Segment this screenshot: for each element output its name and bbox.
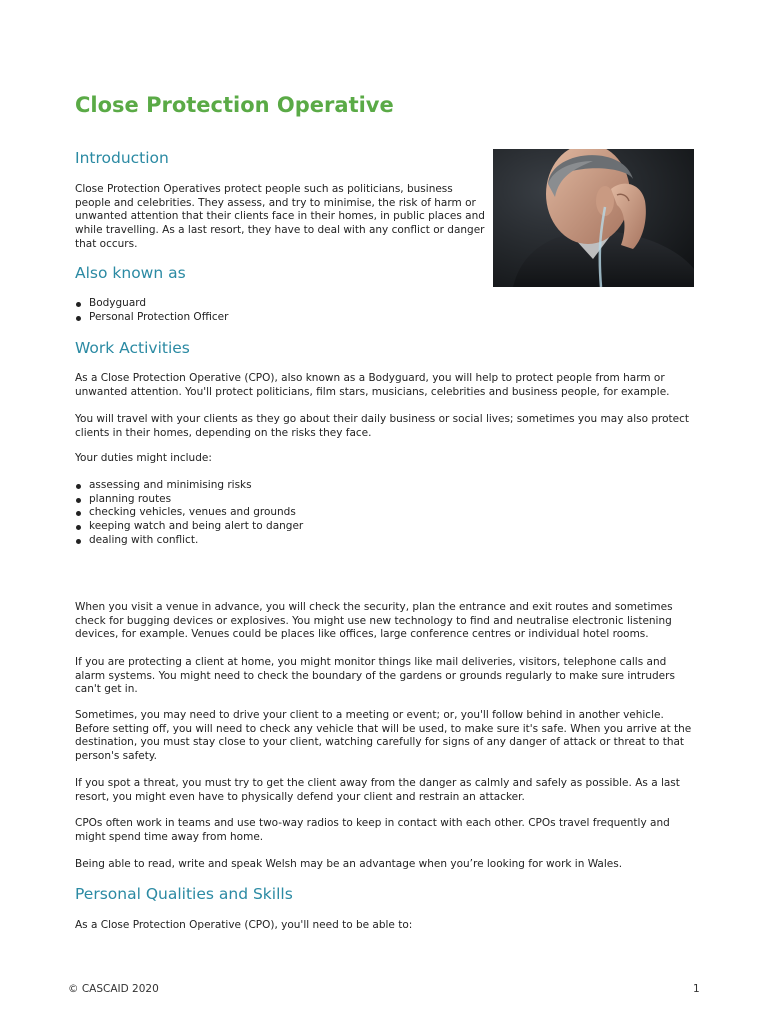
work-activities-paragraph: Sometimes, you may need to drive your client to a meeting or event; or, you'll follow behind in another vehicle. Before setting off, you will need to check any vehicle that will be used, to make sure it's safe. When you arrive at the destination, you must stay close to your client, watching carefully for signs of any danger of attack or threat to that person's safety. [75,709,692,763]
work-activities-paragraph: If you are protecting a client at home, you might monitor things like mail deliveries, visitors, telephone calls and alarm systems. You might need to check the boundary of the gardens or grounds regularly to make sure intruders can't get in. [75,656,675,696]
also-known-as-heading: Also known as [75,264,186,282]
bullet-icon [76,316,81,321]
bullet-icon [76,525,81,530]
bodyguard-photo [493,149,694,287]
work-activities-paragraph: Being able to read, write and speak Welsh may be an advantage when you’re looking for work in Wales. [75,858,623,870]
duties-list [75,479,303,548]
list-item: dealing with conflict. [75,534,303,548]
list-item: Personal Protection Officer [75,311,228,325]
qualities-intro: As a Close Protection Operative (CPO), you'll need to be able to: [75,919,413,931]
list-item: planning routes [75,493,303,507]
introduction-heading: Introduction [75,149,169,167]
list-item: Bodyguard [75,297,228,311]
bullet-icon [76,302,81,307]
work-activities-paragraph: If you spot a threat, you must try to get the client away from the danger as calmly and safely as possible. As a last resort, you might even have to physically defend your client and restrain an attacker. [75,777,680,803]
page-number: 1 [693,983,700,995]
bullet-icon [76,498,81,503]
also-known-as-list [75,297,228,324]
bullet-icon [76,511,81,516]
list-item: keeping watch and being alert to danger [75,520,303,534]
bullet-icon [76,484,81,489]
duties-intro: Your duties might include: [75,452,212,464]
document-title: Close Protection Operative [75,93,394,117]
work-activities-paragraph: CPOs often work in teams and use two-way radios to keep in contact with each other. CPOs travel frequently and might spend time away from home. [75,817,670,843]
bullet-icon [76,539,81,544]
list-item: checking vehicles, venues and grounds [75,506,303,520]
work-activities-paragraph: You will travel with your clients as they go about their daily business or social lives; sometimes you may also protect clients in their homes, depending on the risks they face. [75,413,689,439]
work-activities-paragraph: When you visit a venue in advance, you will check the security, plan the entrance and exit routes and sometimes check for bugging devices or explosives. You might use new technology to find and neutralise electronic listening devices, for example. Venues could be places like offices, large conference centres or individual hotel rooms. [75,601,673,641]
work-activities-heading: Work Activities [75,339,190,357]
work-activities-paragraph: As a Close Protection Operative (CPO), also known as a Bodyguard, you will help to protect people from harm or unwanted attention. You'll protect politicians, film stars, musicians, celebrities and business people, for example. [75,372,670,398]
list-item: assessing and minimising risks [75,479,303,493]
footer-copyright: © CASCAID 2020 [68,983,159,995]
bodyguard-photo-graphic [493,149,694,287]
qualities-heading: Personal Qualities and Skills [75,885,293,903]
introduction-text: Close Protection Operatives protect people such as politicians, business people and celebrities. They assess, and try to minimise, the risk of harm or unwanted attention that their clients face in their homes, in public places and while travelling. As a last resort, they have to deal with any conflict or danger that occurs. [75,183,485,250]
